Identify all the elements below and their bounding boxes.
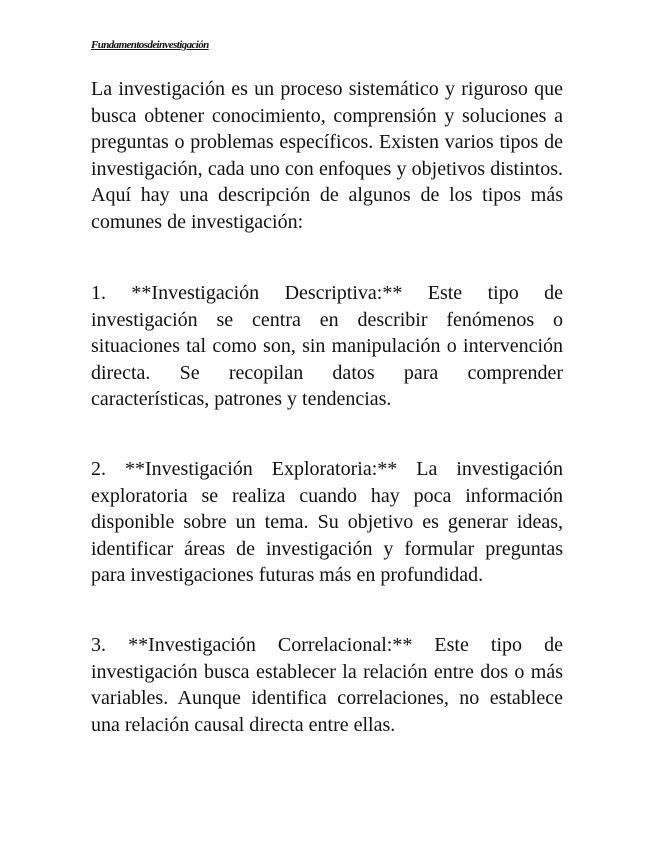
intro-paragraph: La investigación es un proceso sistemático y riguroso que busca obtener conocimiento, comprensión y soluciones a preguntas o problemas específicos. Existen varios tipos de investigación, cada uno con enfoques y objetivos distintos. Aquí hay una descripción de algunos de los tipos más comunes de investigación:	[91, 78, 563, 233]
paragraph-descriptive-research: 1. **Investigación Descriptiva:** Este tipo de investigación se centra en describir fenómenos o situaciones tal como son, sin manipulación o intervención directa. Se recopilan datos para comprender características, patrones y tendencias.	[91, 282, 563, 410]
paragraph-correlational-research: 3. **Investigación Correlacional:** Este tipo de investigación busca establecer la relación entre dos o más variables. Aunque identifica correlaciones, no establece una relación causal directa entre ellas.	[91, 634, 563, 736]
document-header: Fundamentosdeinvestigación	[91, 39, 209, 51]
paragraph-exploratory-research: 2. **Investigación Exploratoria:** La investigación exploratoria se realiza cuando hay poca información disponible sobre un tema. Su objetivo es generar ideas, identificar áreas de investigación y formular preguntas para investigaciones futuras más en profundidad.	[91, 458, 563, 586]
